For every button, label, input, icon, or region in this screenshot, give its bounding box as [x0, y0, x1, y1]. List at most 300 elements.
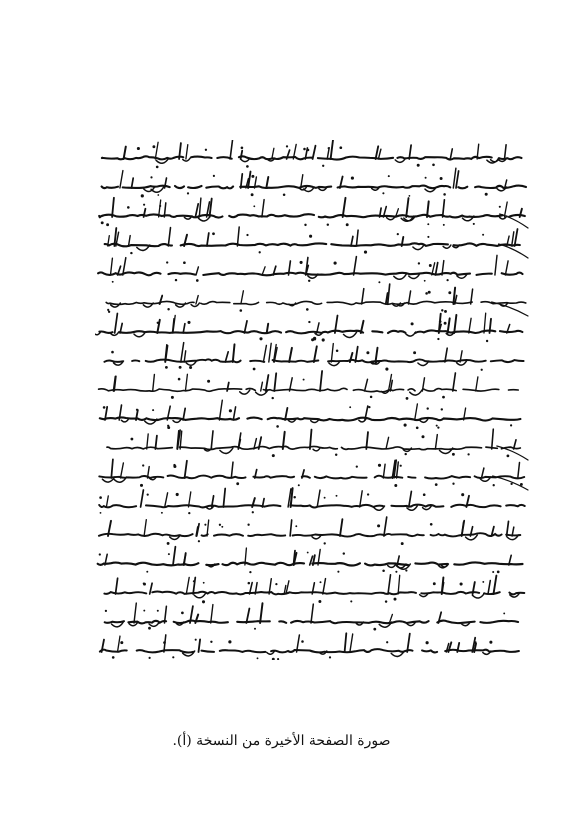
script-dot [147, 493, 149, 495]
script-ascender [356, 230, 358, 246]
script-dot [318, 600, 321, 603]
manuscript-line [99, 517, 520, 545]
script-dot [442, 396, 445, 399]
script-ascender [355, 347, 357, 362]
manuscript-line [99, 371, 519, 400]
script-dot [143, 610, 145, 612]
script-dot [448, 291, 451, 294]
script-dot [350, 600, 352, 602]
script-dot [166, 261, 168, 263]
script-dot [433, 582, 436, 585]
script-dot [198, 540, 200, 542]
script-ascender [515, 229, 518, 246]
script-ascender [383, 464, 385, 478]
script-ascender [155, 142, 158, 159]
script-ascender [112, 198, 114, 217]
script-dot [425, 177, 427, 179]
script-dot [112, 281, 114, 283]
script-dot [253, 205, 255, 207]
script-ascender [505, 145, 507, 159]
script-ascender [267, 324, 269, 333]
script-ascender [196, 296, 198, 304]
script-dot [161, 512, 163, 514]
manuscript-line [102, 140, 522, 168]
script-ascender [263, 345, 266, 362]
manuscript-line [95, 547, 523, 574]
script-dot [482, 234, 484, 236]
script-dot [313, 338, 316, 341]
script-dot [474, 641, 476, 643]
script-dot [441, 309, 443, 311]
script-dot [254, 628, 256, 630]
script-dot [351, 177, 354, 180]
script-dot [436, 425, 438, 427]
script-ascender [223, 489, 225, 508]
script-ascender [262, 267, 265, 275]
script-dot [167, 308, 169, 310]
script-dot [179, 366, 182, 369]
script-dot [251, 175, 254, 178]
script-ascender [361, 321, 364, 333]
script-ascender [244, 321, 247, 333]
script-dot [322, 338, 325, 341]
script-ascender [317, 490, 320, 507]
script-dot [385, 368, 388, 371]
script-dot [99, 553, 101, 555]
script-ascender [388, 284, 390, 304]
script-ascender [450, 149, 452, 159]
manuscript-line [95, 633, 519, 660]
figure-caption: صورة الصفحة الأخيرة من النسخة (أ). [172, 733, 391, 749]
script-dot [228, 640, 231, 643]
script-ascender [241, 151, 243, 159]
script-dot [173, 465, 176, 468]
script-ascender [237, 227, 239, 246]
manuscript-line [105, 603, 518, 630]
script-descender [410, 390, 422, 395]
script-dot [295, 525, 297, 527]
script-descender [240, 390, 250, 394]
script-ascender [476, 377, 478, 391]
script-ascender [311, 604, 313, 623]
script-stroke [95, 330, 522, 333]
script-dot [382, 569, 385, 572]
script-dot [446, 279, 448, 281]
script-stroke [106, 301, 526, 304]
script-dot [130, 438, 133, 441]
script-ascender [118, 636, 121, 652]
script-ascender [199, 639, 201, 652]
script-ascender [106, 496, 108, 507]
script-dot [203, 582, 205, 584]
manuscript-line [104, 343, 523, 371]
script-ascender [327, 148, 329, 159]
script-ascender [173, 547, 175, 565]
script-dot [366, 351, 369, 354]
script-dot [395, 571, 397, 573]
script-dot [241, 147, 244, 150]
script-dot [127, 206, 130, 209]
script-dot [367, 493, 369, 495]
script-ascender [495, 255, 497, 275]
script-dot [259, 251, 261, 253]
script-ascender [120, 171, 123, 188]
script-dot [301, 640, 304, 643]
script-dot [143, 582, 145, 584]
manuscript-line [95, 168, 526, 197]
script-ascender [262, 200, 264, 217]
script-stroke [100, 417, 521, 420]
script-ascender [365, 379, 368, 391]
script-dot [167, 542, 170, 545]
script-ascender [398, 575, 400, 594]
script-dot [156, 166, 159, 169]
script-dot [406, 397, 409, 400]
script-ascender [233, 344, 235, 362]
script-dot [276, 425, 279, 428]
script-ascender [415, 404, 418, 420]
script-dot [253, 368, 256, 371]
script-ascender [376, 348, 378, 362]
script-descender [443, 245, 451, 248]
script-dot [275, 583, 277, 585]
script-ascender [233, 407, 235, 420]
script-dot [108, 311, 110, 313]
script-dot [397, 233, 399, 235]
script-ascender [494, 576, 497, 594]
script-ascender [132, 178, 134, 188]
script-dot [467, 453, 469, 455]
script-dot [437, 338, 439, 340]
script-dot [411, 322, 414, 325]
script-dot [181, 612, 184, 615]
script-dot [246, 234, 248, 236]
script-dot [146, 571, 148, 573]
script-dot [368, 406, 370, 408]
manuscript-line [95, 313, 522, 342]
script-dot [103, 406, 106, 409]
script-dot [378, 464, 381, 467]
script-ascender [225, 352, 228, 362]
script-dot [405, 570, 407, 572]
script-dot [322, 165, 324, 167]
script-dot [137, 147, 140, 150]
script-descender [487, 158, 499, 163]
script-dot [99, 496, 102, 499]
script-descender [344, 332, 357, 337]
script-dot [150, 176, 152, 178]
script-dot [303, 379, 305, 381]
script-ascender [183, 324, 185, 333]
script-descender [359, 419, 366, 422]
script-ascender [134, 603, 136, 623]
script-ascender [454, 315, 456, 333]
script-dot [482, 581, 484, 583]
script-dot [300, 261, 303, 264]
script-dot [388, 175, 390, 177]
script-dot [329, 656, 331, 658]
script-ascender [211, 431, 213, 449]
script-dot [204, 524, 206, 526]
script-ascender [507, 521, 509, 536]
script-ascender [219, 400, 222, 420]
script-dot [335, 453, 337, 455]
script-dot [152, 145, 155, 148]
script-dot [249, 571, 251, 573]
script-ascender [323, 579, 326, 594]
script-dot [176, 493, 179, 496]
script-dot [507, 455, 510, 458]
script-dot [386, 641, 388, 643]
script-stroke [105, 243, 520, 246]
script-descender [313, 448, 320, 451]
script-dot [157, 194, 159, 196]
script-dot [489, 641, 492, 644]
script-dot [356, 465, 358, 467]
script-dot [112, 656, 115, 659]
script-dot [440, 177, 443, 180]
script-descender [191, 303, 199, 306]
script-descender [95, 332, 101, 335]
script-descender [173, 419, 181, 422]
script-ascender [462, 521, 465, 536]
script-descender [406, 332, 416, 336]
script-descender [413, 245, 424, 250]
script-ascender [397, 462, 399, 478]
script-ascender [453, 373, 456, 391]
script-ascender [436, 263, 438, 275]
script-dot [444, 322, 447, 325]
script-dot [405, 453, 407, 455]
script-ascender [331, 140, 334, 159]
script-dot [428, 291, 431, 294]
script-dot [308, 321, 310, 323]
script-ascender [183, 408, 185, 420]
script-dot [195, 639, 197, 641]
script-ascender [456, 171, 459, 188]
script-ascender [290, 520, 292, 536]
script-ascender [453, 168, 456, 188]
script-ascender [186, 145, 188, 159]
script-ascender [211, 605, 213, 623]
script-ascender [186, 577, 189, 594]
script-dot [141, 194, 144, 197]
script-ascender [331, 344, 333, 362]
script-dot [111, 351, 114, 354]
script-dot [336, 349, 339, 352]
manuscript-image [95, 140, 530, 660]
script-ascender [230, 140, 232, 159]
script-dot [100, 512, 102, 514]
script-ascender [185, 374, 187, 391]
script-ascender [384, 517, 387, 536]
script-dot [175, 279, 177, 281]
script-ascender [207, 233, 209, 246]
script-dot [427, 407, 429, 409]
script-ascender [504, 202, 507, 217]
script-dot [272, 454, 275, 457]
script-dot [417, 164, 420, 167]
script-dot [163, 641, 166, 644]
script-dot [437, 426, 439, 428]
manuscript-line [98, 255, 522, 283]
script-dot [120, 641, 123, 644]
script-stroke [99, 533, 520, 536]
script-dot [157, 322, 159, 324]
script-ascender [388, 575, 391, 594]
script-ascender [193, 578, 195, 595]
script-dot [272, 397, 274, 399]
script-ascender [246, 609, 249, 624]
script-dot [178, 378, 181, 381]
script-ascender [241, 291, 244, 304]
script-dot [159, 205, 161, 207]
script-dot [183, 261, 186, 264]
script-ascender [185, 461, 187, 478]
script-dot [293, 496, 295, 498]
script-dot [337, 571, 339, 573]
manuscript-line [100, 400, 521, 429]
script-dot [143, 204, 145, 206]
manuscript-line [107, 429, 520, 457]
script-ascender [153, 374, 155, 391]
script-dot [205, 149, 207, 151]
script-dot [106, 223, 109, 226]
script-dot [373, 628, 376, 631]
script-ascender [443, 200, 445, 217]
script-descender [388, 564, 396, 567]
script-ascender [314, 346, 317, 362]
script-ascender [343, 198, 346, 217]
script-dot [497, 571, 500, 574]
script-dot [423, 493, 426, 496]
margin-note [492, 302, 528, 316]
script-ascender [313, 146, 316, 159]
script-ascender [482, 468, 484, 478]
script-dot [510, 483, 512, 485]
script-ascender [199, 198, 201, 217]
script-dot [510, 424, 512, 426]
script-dot [418, 262, 420, 264]
script-ascender [448, 318, 450, 333]
script-dot [400, 465, 402, 467]
script-ascender [512, 232, 514, 246]
script-dot [236, 482, 239, 485]
script-ascender [121, 463, 124, 478]
script-dot [336, 495, 338, 497]
script-ascender [141, 490, 144, 507]
script-dot [370, 396, 373, 399]
script-dot [187, 321, 190, 324]
script-dot [140, 484, 143, 487]
script-dot [229, 409, 232, 412]
script-ascender [165, 493, 168, 507]
script-dot [168, 553, 170, 555]
script-dot [167, 426, 170, 429]
script-dot [188, 512, 190, 514]
script-dot [142, 464, 144, 466]
script-ascender [196, 267, 198, 275]
script-dot [251, 193, 254, 196]
script-ascender [350, 634, 353, 652]
manuscript-line [106, 284, 526, 313]
script-dot [307, 552, 309, 554]
script-dot [210, 641, 212, 643]
script-dot [426, 641, 429, 644]
script-dot [481, 369, 483, 371]
script-dot [439, 320, 442, 323]
script-dot [444, 310, 447, 313]
script-dot [503, 612, 505, 614]
script-dot [193, 580, 195, 582]
script-dot [152, 409, 154, 411]
script-dot [148, 627, 151, 630]
script-dot [130, 252, 132, 254]
script-dot [394, 598, 397, 601]
script-dot [149, 657, 151, 659]
script-ascender [518, 463, 520, 479]
script-ascender [120, 323, 122, 333]
script-ascender [195, 204, 198, 217]
script-descender [472, 593, 484, 598]
script-dot [409, 195, 411, 197]
script-dot [382, 192, 384, 194]
script-dot [377, 524, 380, 527]
script-dot [307, 149, 309, 151]
script-dot [432, 163, 435, 166]
script-stroke [95, 562, 523, 565]
script-dot [443, 193, 446, 196]
script-dot [452, 453, 455, 456]
script-ascender [155, 436, 157, 449]
script-dot [349, 406, 351, 408]
script-dot [421, 435, 424, 438]
script-dot [486, 340, 488, 342]
script-ascender [269, 343, 271, 362]
script-dot [308, 280, 310, 282]
script-stroke [98, 272, 522, 275]
script-ascender [197, 524, 199, 536]
script-dot [101, 221, 104, 224]
script-dot [499, 206, 501, 208]
script-ascender [345, 633, 347, 652]
script-dot [394, 484, 397, 487]
script-dot [240, 309, 243, 312]
script-ascender [488, 581, 490, 595]
script-ascender [111, 258, 113, 275]
script-dot [441, 408, 443, 410]
script-dot [286, 145, 288, 147]
script-dot [320, 581, 322, 583]
script-dot [364, 251, 367, 254]
script-ascender [514, 440, 516, 449]
script-stroke [95, 476, 524, 479]
script-ascender [492, 429, 494, 449]
script-dot [252, 511, 254, 513]
script-dot [306, 308, 309, 311]
script-dot [277, 658, 279, 660]
script-stroke [95, 186, 526, 189]
script-dot [219, 524, 221, 526]
script-dot [105, 610, 107, 612]
script-dot [257, 657, 259, 659]
script-ascender [320, 371, 322, 391]
script-dot [165, 366, 168, 369]
script-dot [248, 582, 251, 585]
manuscript-line [99, 488, 525, 514]
script-dot [328, 147, 330, 149]
script-descender [483, 651, 491, 654]
